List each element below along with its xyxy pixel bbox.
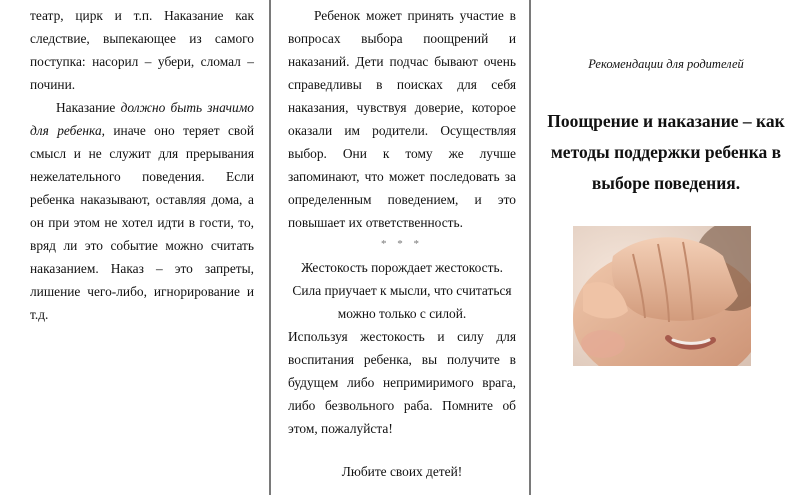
significance-rest: , иначе оно теряет свой смысл и не служит для прерывания нежелательного поведения. Если ребенка наказывают, оставляя дома, а он при этом не хотел идти в гости, то, вряд ли это событие можно считать наказанием. Наказ – это запреты, лишение чего-либо, игнорирование и т.д. <box>30 123 254 322</box>
brochure-subtitle: Рекомендации для родителей <box>588 57 744 71</box>
brochure-title: Поощрение и наказание – как методы поддержки ребенка в выборе поведения. <box>547 111 785 193</box>
crying-child-illustration <box>573 226 751 366</box>
paragraph-child-choice: Ребенок может принять участие в вопросах выбора поощрений и наказаний. Дети подчас бывают очень справедливы в поисках для себя наказания, чувствуя доверие, которое оказали им родители. Осуществляя выбор. Они к тому же лучше запоминают, что может последовать за определенным поведением, и это повышает их ответственность. <box>288 8 516 230</box>
closing-line: Любите своих детей! <box>341 464 463 479</box>
paragraph-warning: Используя жестокость и силу для воспитания ребенка, вы получите в будущем либо непримиримого врага, либо безвольного раба. Помните об этом, пожалуйста! <box>288 329 516 436</box>
quote-cruelty: Жестокость порождает жестокость. <box>301 260 503 275</box>
quote-force: Сила приучает к мысли, что считаться можно только с силой. <box>292 283 512 321</box>
crying-child-photo <box>573 226 751 366</box>
paragraph-significance <box>30 96 254 326</box>
significance-emphasis: должно быть значимо для ребенка <box>30 100 254 138</box>
column-cover <box>532 0 800 495</box>
section-separator: * * * <box>381 238 423 250</box>
column-middle <box>272 0 530 495</box>
significance-lead: Наказание <box>56 100 121 115</box>
paragraph-consequence: театр, цирк и т.п. Наказание как следствие, выпекающее из самого поступка: насорил – убери, сломал – почини. <box>30 8 254 92</box>
column-left <box>0 0 270 495</box>
